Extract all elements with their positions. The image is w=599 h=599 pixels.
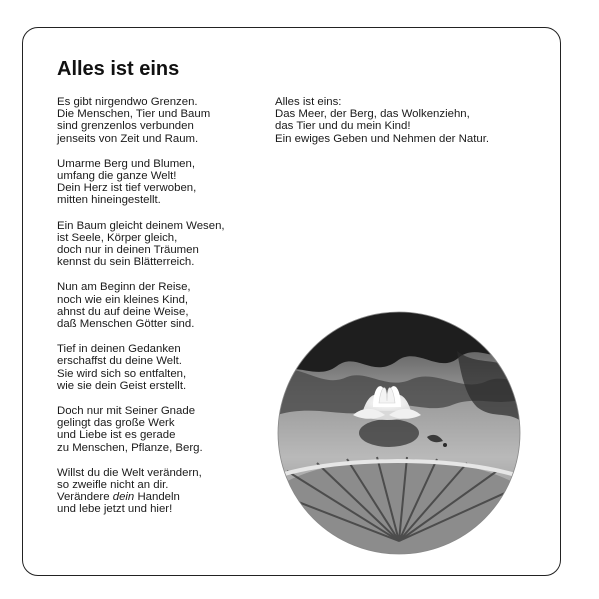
stanza-8 bbox=[275, 96, 565, 145]
verse-line: Tief in deinen Gedanken bbox=[57, 343, 181, 356]
verse-text: Handeln bbox=[134, 491, 180, 504]
verse-line: Nun am Beginn der Reise, bbox=[57, 281, 191, 294]
verse-line: Dein Herz ist tief verwoben, bbox=[57, 182, 197, 195]
stanza-6 bbox=[57, 405, 277, 454]
verse-line: sind grenzenlos verbunden bbox=[57, 120, 194, 133]
verse-line: so zweifle nicht an dir. bbox=[57, 479, 169, 492]
poem-right-column bbox=[275, 96, 565, 158]
verse-line: gelingt das große Werk bbox=[57, 417, 175, 430]
verse-line: Willst du die Welt verändern, bbox=[57, 466, 202, 479]
verse-line: ist Seele, Körper gleich, bbox=[57, 231, 178, 244]
verse-line: Es gibt nirgendwo Grenzen. bbox=[57, 96, 198, 108]
verse-line: daß Menschen Götter sind. bbox=[57, 318, 195, 331]
verse-line: Ein ewiges Geben und Nehmen der Natur. bbox=[275, 132, 490, 145]
verse-line: Sie wird sich so entfalten, bbox=[57, 367, 187, 380]
verse-line: kennst du sein Blätterreich. bbox=[57, 256, 195, 269]
verse-line: und lebe jetzt und hier! bbox=[57, 503, 173, 516]
verse-line: Die Menschen, Tier und Baum bbox=[57, 108, 211, 121]
verse-line: das Tier und du mein Kind! bbox=[275, 120, 411, 133]
verse-line: Das Meer, der Berg, das Wolkenziehn, bbox=[275, 108, 470, 121]
verse-text: Verändere bbox=[57, 491, 113, 504]
stanza-5 bbox=[57, 343, 277, 392]
verse-line: wie sie dein Geist erstellt. bbox=[57, 379, 187, 392]
verse-line: doch nur in deinen Träumen bbox=[57, 244, 199, 257]
verse-line: umfang die ganze Welt! bbox=[57, 170, 177, 183]
verse-line: mitten hineingestellt. bbox=[57, 194, 161, 207]
stanza-3 bbox=[57, 220, 277, 269]
poem-left-column bbox=[57, 96, 277, 529]
verse-line: ahnst du auf deine Weise, bbox=[57, 305, 189, 318]
stanza-4 bbox=[57, 281, 277, 330]
verse-line: Doch nur mit Seiner Gnade bbox=[57, 405, 196, 418]
verse-line: Ein Baum gleicht deinem Wesen, bbox=[57, 219, 225, 232]
verse-line bbox=[57, 491, 277, 503]
poem-title: Alles ist eins bbox=[57, 58, 180, 80]
water-lily-photo bbox=[277, 311, 521, 555]
stanza-7 bbox=[57, 467, 277, 516]
verse-line: Alles ist eins: bbox=[275, 96, 342, 108]
verse-line: erschaffst du deine Welt. bbox=[57, 355, 182, 368]
emphasized-word: dein bbox=[112, 491, 135, 504]
verse-line: Umarme Berg und Blumen, bbox=[57, 157, 196, 170]
stanza-1 bbox=[57, 96, 277, 145]
verse-line: zu Menschen, Pflanze, Berg. bbox=[57, 441, 203, 454]
verse-line: noch wie ein kleines Kind, bbox=[57, 293, 189, 306]
verse-line: und Liebe ist es gerade bbox=[57, 429, 176, 442]
stanza-2 bbox=[57, 158, 277, 207]
verse-line: jenseits von Zeit und Raum. bbox=[57, 132, 199, 145]
